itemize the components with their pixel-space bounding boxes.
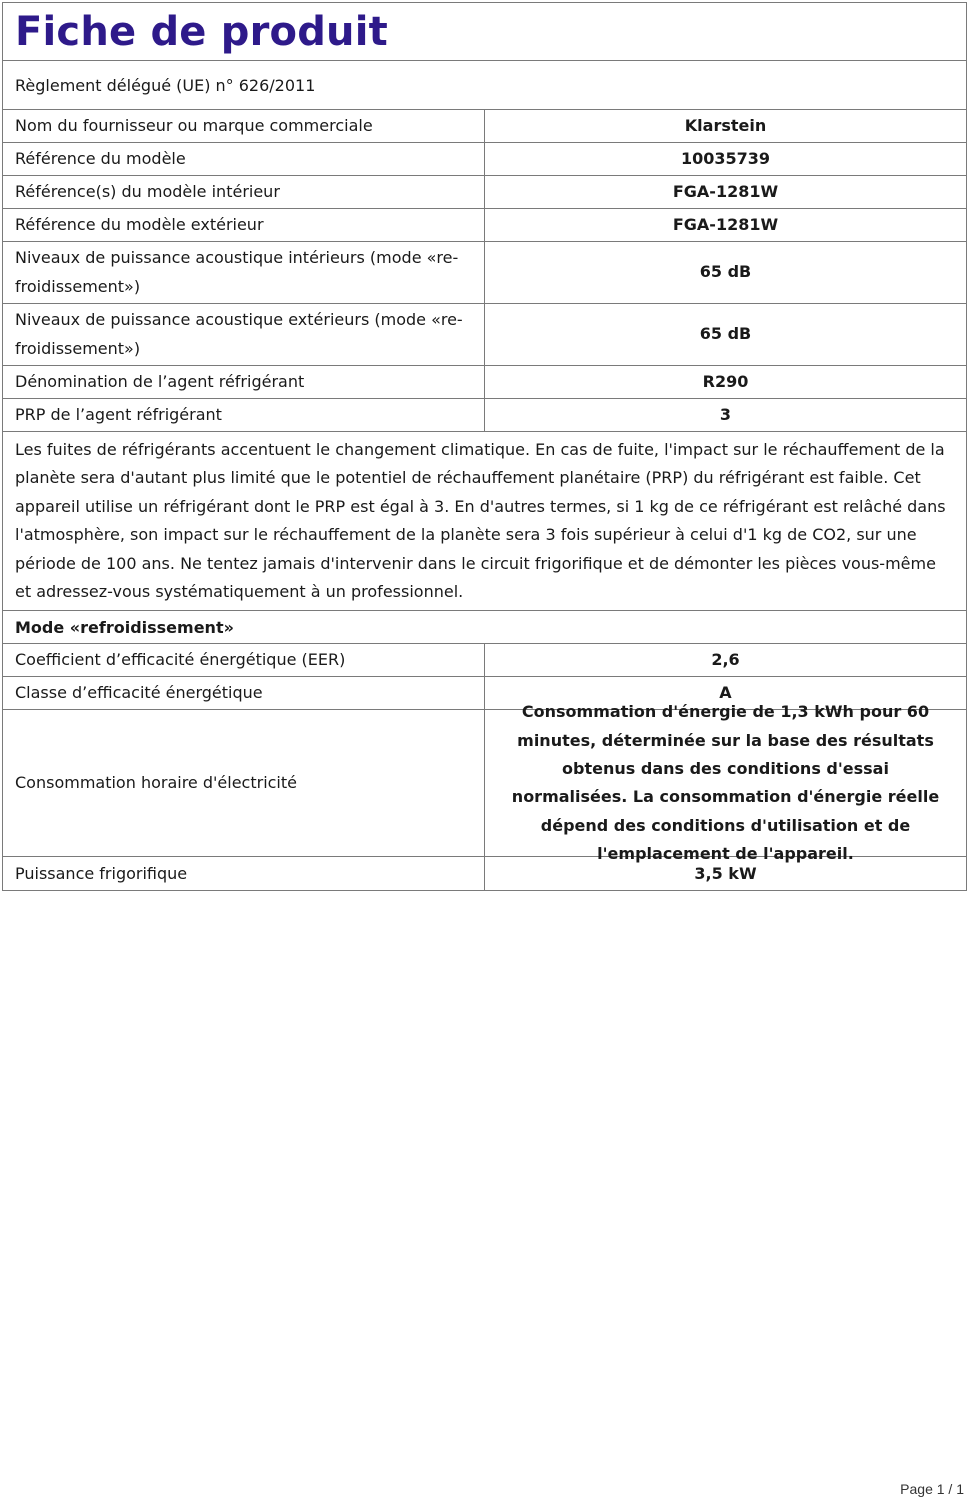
cooling-row-capacity [3, 857, 966, 890]
spec-value: 2,6 [711, 650, 740, 670]
spec-value: FGA-1281W [672, 214, 779, 234]
spec-value: 65 dB [699, 262, 752, 282]
spec-label: Classe d’efficacité énergétique [3, 677, 485, 709]
spec-label: Référence du modèle extérieur [3, 209, 485, 241]
regulation-text: Règlement délégué (UE) n° 626/2011 [15, 76, 316, 95]
page-title: Fiche de produit [15, 9, 388, 55]
spec-row-model-ref [3, 143, 966, 176]
spec-label: Référence du modèle [3, 143, 485, 175]
cooling-section-title: Mode «refroidissement» [15, 618, 234, 638]
spec-label: Référence(s) du modèle intérieur [3, 176, 485, 208]
page-number: Page 1 / 1 [900, 1481, 964, 1497]
spec-row-indoor-model [3, 176, 966, 209]
spec-label: Dénomination de l’agent réfrigérant [3, 366, 485, 398]
spec-label: Niveaux de puissance acoustique extérieurs (mode «re-froidissement») [3, 304, 485, 365]
product-sheet-table [2, 2, 967, 891]
title-row [3, 3, 966, 61]
spec-label: Nom du fournisseur ou marque commerciale [3, 110, 485, 142]
spec-label: PRP de l’agent réfrigérant [3, 399, 485, 431]
spec-value: 65 dB [699, 324, 752, 344]
spec-row-outdoor-sound [3, 304, 966, 366]
spec-value: 3,5 kW [694, 863, 757, 883]
spec-row-refrigerant-gwp [3, 399, 966, 432]
spec-label: Puissance frigorifique [3, 857, 485, 890]
cooling-row-hourly-consumption [3, 702, 966, 864]
spec-label: Niveaux de puissance acoustique intérieurs (mode «re-froidissement») [3, 242, 485, 303]
spec-row-outdoor-model [3, 209, 966, 242]
spec-value: FGA-1281W [672, 181, 779, 201]
spec-row-indoor-sound [3, 242, 966, 304]
spec-label: Coefficient d’efficacité énergétique (EER) [3, 644, 485, 676]
refrigerant-note-row [3, 432, 966, 611]
spec-value: 3 [719, 404, 732, 424]
refrigerant-note: Les fuites de réfrigérants accentuent le changement climatique. En cas de fuite, l'impact sur le réchauffement de la planète sera d'autant plus limité que le potentiel de réchauffement planétaire (PRP) du réfrigérant est faible. Cet appareil utilise un réfrigérant dont le PRP est égal à 3. En d'autres termes, si 1 kg de ce réfrigérant est relâché dans l'atmosphère, son impact sur le réchauffement de la planète sera 3 fois supérieur à celui d'1 kg de CO2, sur une période de 100 ans. Ne tentez jamais d'intervenir dans le circuit frigorifique et de démonter les pièces vous-même et adressez-vous systématiquement à un professionnel. [15, 440, 946, 602]
spec-value: Consommation d'énergie de 1,3 kWh pour 60 minutes, déterminée sur la base des résultats obtenus dans des conditions d'essai normalisées. La consommation d'énergie réelle dépend des conditions d'utilisation et de l'emplacement de l'appareil. [511, 702, 940, 864]
cooling-section-header [3, 611, 966, 644]
regulation-row [3, 61, 966, 110]
spec-value: A [719, 683, 732, 703]
cooling-row-eer [3, 644, 966, 677]
spec-value: R290 [702, 371, 749, 391]
spec-value: Klarstein [684, 115, 767, 135]
spec-label: Consommation horaire d'électricité [3, 710, 485, 856]
spec-row-refrigerant-name [3, 366, 966, 399]
spec-row-supplier [3, 110, 966, 143]
spec-value: 10035739 [680, 148, 771, 168]
